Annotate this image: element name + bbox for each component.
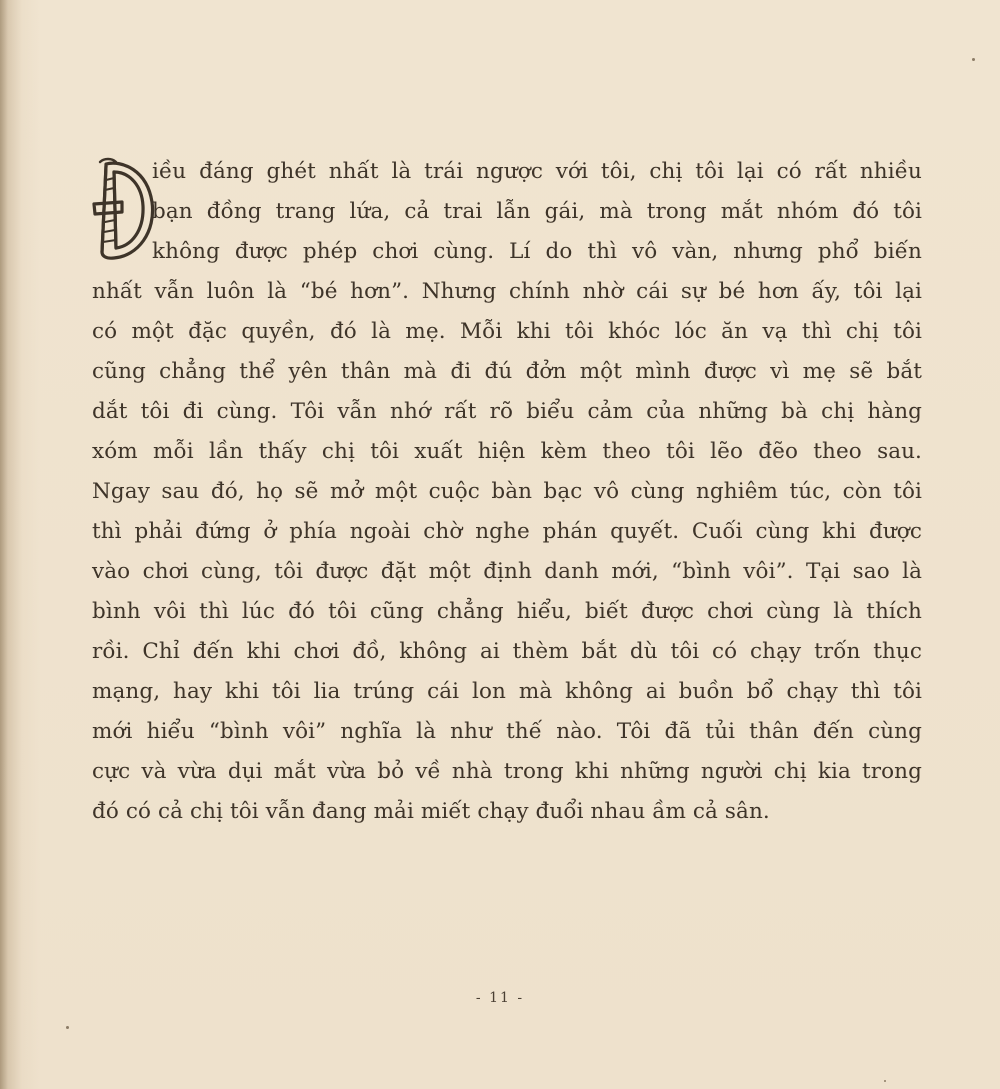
text-line: không được phép chơi cùng. Lí do thì vô vàn, nhưng phổ biến xyxy=(152,239,922,264)
text-line: đó có cả chị tôi vẫn đang mải miết chạy đuổi nhau ầm cả sân. xyxy=(92,799,770,824)
text-line: bình vôi thì lúc đó tôi cũng chẳng hiểu, biết được chơi cùng là thích xyxy=(92,599,922,624)
body-text xyxy=(92,152,922,832)
text-line: thì phải đứng ở phía ngoài chờ nghe phán quyết. Cuối cùng khi được xyxy=(92,519,922,544)
text-line: mới hiểu “bình vôi” nghĩa là như thế nào. Tôi đã tủi thân đến cùng xyxy=(92,719,922,744)
text-line: vào chơi cùng, tôi được đặt một định danh mới, “bình vôi”. Tại sao là xyxy=(92,559,922,584)
text-line: mạng, hay khi tôi lia trúng cái lon mà không ai buồn bổ chạy thì tôi xyxy=(92,679,922,704)
paper-speck xyxy=(972,58,975,61)
text-line: bạn đồng trang lứa, cả trai lẫn gái, mà trong mắt nhóm đó tôi xyxy=(152,199,922,224)
text-line: xóm mỗi lần thấy chị tôi xuất hiện kèm theo tôi lẽo đẽo theo sau. xyxy=(92,439,922,464)
text-line: nhất vẫn luôn là “bé hơn”. Nhưng chính nhờ cái sự bé hơn ấy, tôi lại xyxy=(92,279,922,304)
text-line: iều đáng ghét nhất là trái ngược với tôi, chị tôi lại có rất nhiều xyxy=(152,159,922,184)
drop-cap-d xyxy=(92,156,160,264)
paper-speck xyxy=(884,1080,886,1082)
text-line: dắt tôi đi cùng. Tôi vẫn nhớ rất rõ biểu cảm của những bà chị hàng xyxy=(92,399,922,424)
text-line: Ngay sau đó, họ sẽ mở một cuộc bàn bạc vô cùng nghiêm túc, còn tôi xyxy=(92,479,922,504)
text-line: rồi. Chỉ đến khi chơi đồ, không ai thèm bắt dù tôi có chạy trốn thục xyxy=(92,639,922,664)
text-line: cực và vừa dụi mắt vừa bỏ về nhà trong khi những người chị kia trong xyxy=(92,759,922,784)
text-line: cũng chẳng thể yên thân mà đi đú đởn một mình được vì mẹ sẽ bắt xyxy=(92,359,922,384)
page-number: - 11 - xyxy=(475,990,525,1006)
paper-speck xyxy=(66,1026,69,1029)
text-line: có một đặc quyền, đó là mẹ. Mỗi khi tôi khóc lóc ăn vạ thì chị tôi xyxy=(92,319,922,344)
